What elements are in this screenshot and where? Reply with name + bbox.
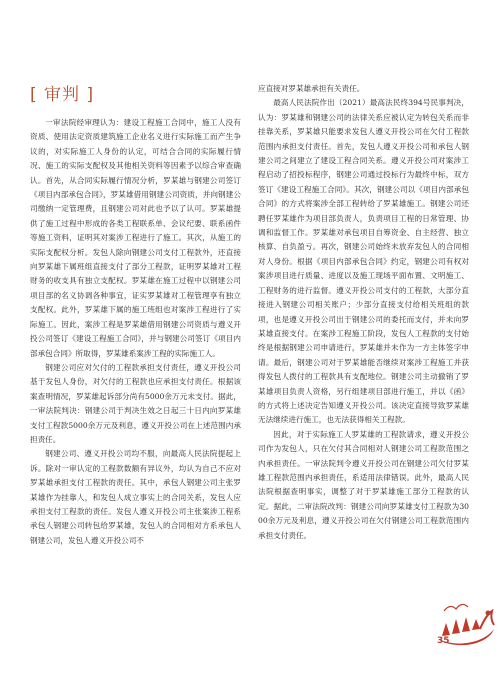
section-title: [ 审判 ] xyxy=(30,85,95,105)
paragraph: 应直接对罗某雄承担有关责任。 xyxy=(258,84,365,93)
paragraph: 钢建公司应对欠付的工程款承担支付责任，遵义开投公司基于发包人身份，对欠付的工程款也应承担支付责任。根据该案查明情况，罗某雄起诉部分尚有5000余万元未支付。据此，一审法院判决：钢建公司于判决生效之日起三十日内向罗某雄支付工程款5000余万元及利息，遵义开投公司在上述范围内承担责任。 xyxy=(30,362,241,444)
paragraph: 一审法院经审理认为：建设工程施工合同中，施工人没有资质、使用法定资质建筑施工企业名义进行实际施工而产生争议的，对实际施工人身份的认定，可结合合同的实际履行情况、施工的实际支配权及其他相关资料等因素予以综合审查确认。首先，从合同实际履行情况分析，罗某雄与钢建公司签订《项目内部承包合同》，罗某雄借用钢建公司资质，并向钢建公司缴纳一定管理费，且钢建公司对此也予以了认可。罗某雄提供了施工过程中形成的各类工程联系单、会议纪要、联系函件等施工资料，证明其对案涉工程进行了施工。其次，从施工的实际支配权分析。发包人除向钢建公司支付工程款外，还直接向罗某雄下属班组直接支付了部分工程款，证明罗某雄对工程财务的收支具有独立支配权。罗某雄在施工过程中以钢建公司项目部的名义协调各种事宜，证实罗某雄对工程管理享有独立支配权。此外，罗某雄下属的施工班组也对案涉工程进行了实际施工。因此，案涉工程是罗某雄借用钢建公司资质与遵义开投公司签订《建设工程施工合同》，并与钢建公司签订《项目内部承包合同》所取得，罗某雄系案涉工程的实际施工人。 xyxy=(30,118,241,358)
left-column xyxy=(30,116,241,548)
right-column xyxy=(258,82,469,543)
paragraph: 因此，对于实际施工人罗某雄的工程款请求，遵义开投公司作为发包人，只在欠付其合同相对人钢建公司工程款范围之内承担责任。一审法院判令遵义开投公司在钢建公司欠付罗某雄工程款范围内承担责任，系适用法律错误。此外，最高人民法院根据查明事实，调整了对于罗某雄施工部分工程款的认定。据此，二审法院改判：钢建公司向罗某雄支付工程款为3000余万元及利息，遵义开投公司在欠付钢建公司工程款范围内承担支付责任。 xyxy=(258,429,469,540)
paragraph: 最高人民法院作出（2021）最高法民终394号民事判决，认为：罗某雄和钢建公司的法律关系应被认定为转包关系而非挂靠关系，罗某雄只能要求发包人遵义开投公司在欠付工程款范围内承担支付责任。首先，发包人遵义开投公司和承包人钢建公司之间建立了建设工程合同关系。遵义开投公司对案涉工程启动了招投标程序，钢建公司通过投标行为最终中标，双方签订《建设工程施工合同》。其次，钢建公司以《项目内部承包合同》的方式将案涉全部工程转给了罗某雄施工。钢建公司还聘任罗某雄作为项目部负责人，负责项目工程的日常管理、协调和监督工作。罗某雄对承包项目自筹资金、自主经营、独立核算、自负盈亏。再次，钢建公司始终未放弃发包人的合同相对人身份。根据《项目内部承包合同》约定，钢建公司有权对案涉项目进行质量、进度以及施工现场平面布置、文明施工、工程财务的进行监督。遵义开投公司支付的工程款，大部分直接进入钢建公司相关账户；少部分直接支付给相关班组的款项，也是遵义开投公司出于钢建公司的委托而支付，并未向罗某雄直接支付。在案涉工程施工阶段，发包人工程款的支付始终是根据钢建公司申请进行，罗某雄并未作为一方主体签字申请。最后，钢建公司对于罗某雄能否继续对案涉工程施工并获得发包人拨付的工程款具有支配地位。钢建公司主动撤销了罗某雄项目负责人资格，另行组建项目部进行施工，并以《函》的方式将上述决定告知遵义开投公司。该决定直接导致罗某雄无法继续进行施工，也无法获得相关工程款。 xyxy=(258,98,469,425)
paragraph: 钢建公司、遵义开投公司均不服，向最高人民法院提起上诉。除对一审认定的工程款数额有异议外，均认为自己不应对罗某雄承担支付工程款的责任。其中，承包人钢建公司主张罗某雄作为挂靠人，和发包人成立事实上的合同关系，发包人应承担支付工程款的责任。发包人遵义开投公司主张案涉工程系承包人钢建公司转包给罗某雄，发包人的合同相对方系承包人钢建公司，发包人遵义开投公司不 xyxy=(30,449,241,545)
page-number: 35 xyxy=(437,636,450,646)
